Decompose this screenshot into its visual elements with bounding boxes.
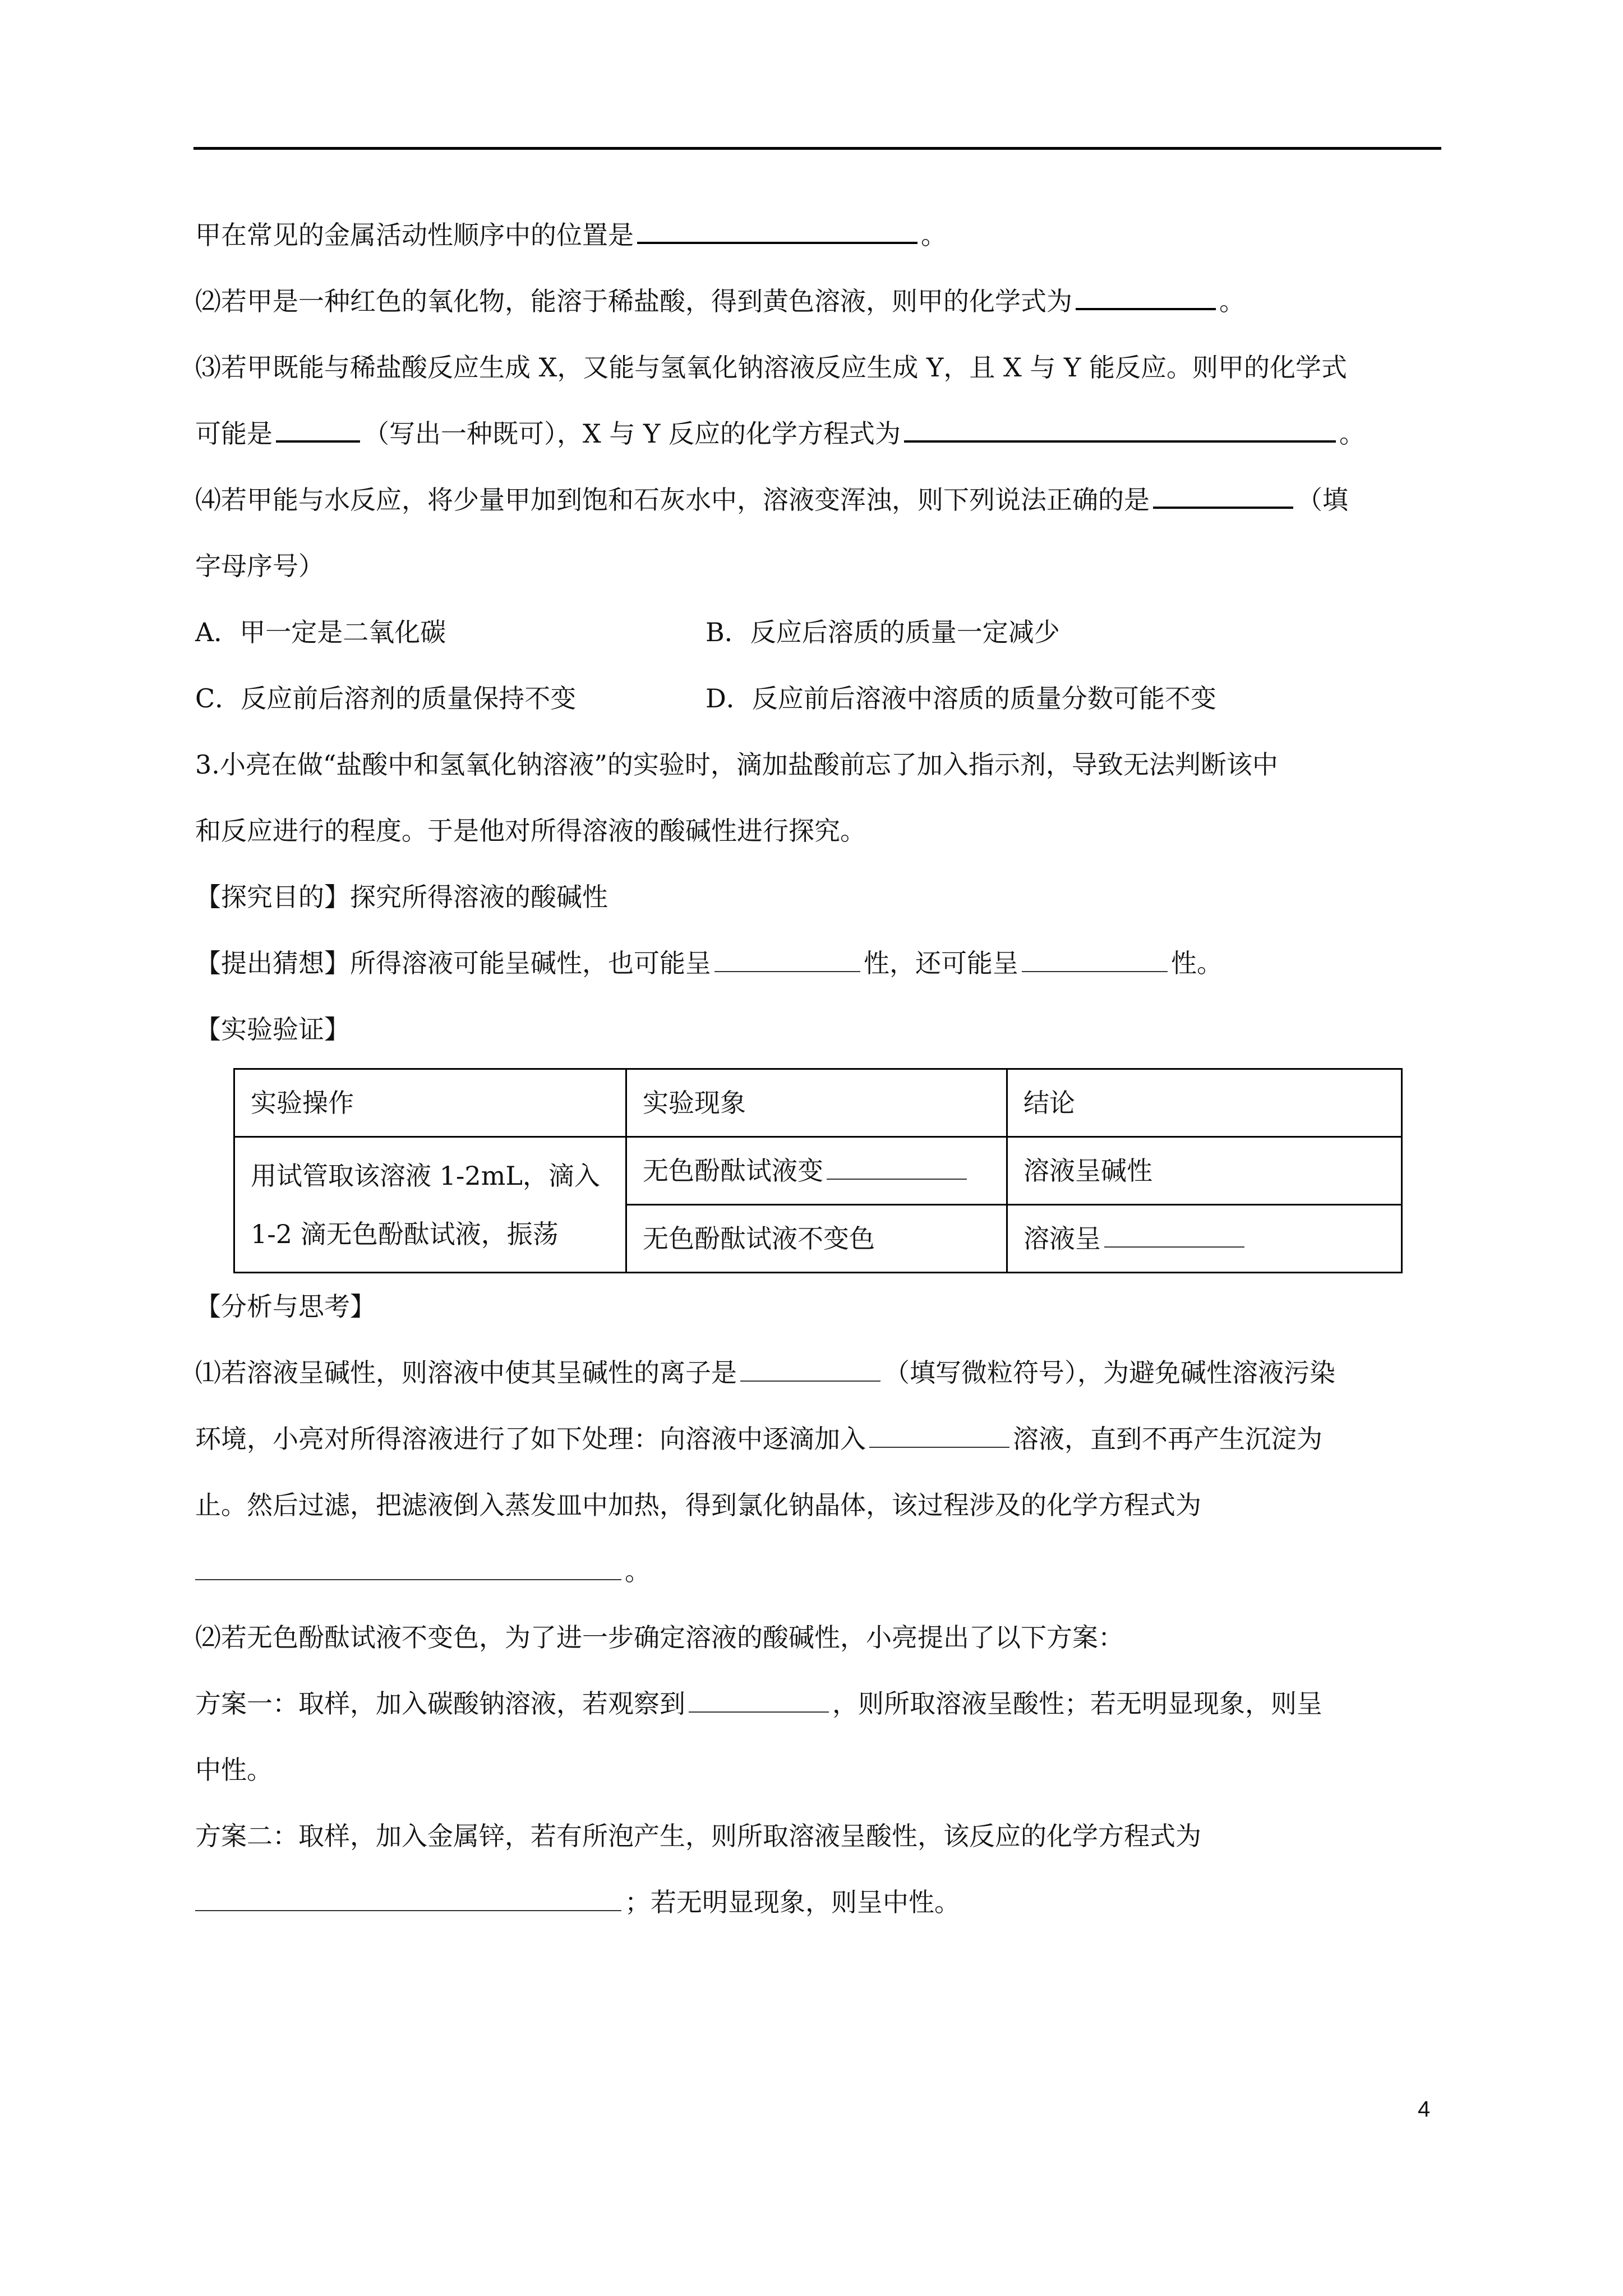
a1-line1-end: （填写微粒符号），为避免碱性溶液污染	[884, 1358, 1335, 1388]
operation-line-2: 1-2 滴无色酚酞试液，振荡	[251, 1218, 559, 1249]
conclusion-2-text: 溶液呈	[1023, 1223, 1101, 1254]
a1-line2-start: 环境，小亮对所得溶液进行了如下处理：向溶液中逐滴加入	[195, 1424, 866, 1454]
option-c: C．反应前后溶剂的质量保持不变	[195, 683, 577, 714]
plan1-cont: 中性。	[195, 1755, 273, 1785]
q2-end: 。	[1219, 286, 1245, 316]
option-d: D．反应前后溶液中溶质的质量分数可能不变	[706, 683, 1216, 714]
cell-phenomenon-1	[626, 1137, 1007, 1205]
cell-conclusion-2	[1007, 1205, 1402, 1273]
q2-text: ⑵若甲是一种红色的氧化物，能溶于稀盐酸，得到黄色溶液，则甲的化学式为	[195, 286, 1072, 316]
plan2-line1	[195, 1803, 1441, 1869]
plan1-line1	[195, 1671, 1441, 1737]
a1-line3-text: 止。然后过滤，把滤液倒入蒸发皿中加热，得到氯化钠晶体，该过程涉及的化学方程式为	[195, 1490, 1201, 1520]
q4-options-cd	[195, 665, 1441, 731]
q3-equation-blank[interactable]	[904, 415, 1336, 443]
header-rule	[193, 147, 1441, 150]
header-operation: 实验操作	[234, 1069, 626, 1137]
q3-end: 。	[1339, 418, 1365, 449]
q3-line2-mid: （写出一种既可），X 与 Y 反应的化学方程式为	[363, 418, 901, 449]
cell-phenomenon-2: 无色酚酞试液不变色	[626, 1205, 1007, 1273]
q1-answer-blank[interactable]	[637, 216, 917, 244]
q4-line2	[195, 533, 1441, 599]
plan2-text: 方案二：取样，加入金属锌，若有所泡产生，则所取溶液呈酸性，该反应的化学方程式为	[195, 1821, 1201, 1851]
a1-line4	[195, 1538, 1441, 1604]
plan1-observation-blank[interactable]	[689, 1686, 829, 1713]
cell-operation	[234, 1137, 626, 1273]
q3-formula-blank[interactable]	[276, 415, 360, 443]
hypothesis-mid: 性，还可能呈	[864, 948, 1018, 978]
hypothesis-line	[195, 930, 1441, 996]
conclusion-2-blank[interactable]	[1104, 1221, 1244, 1248]
phenomenon-1-text: 无色酚酞试液变	[643, 1156, 823, 1186]
a1-line2-end: 溶液，直到不再产生沉淀为	[1013, 1424, 1322, 1454]
q3-line2-start: 可能是	[195, 418, 273, 449]
operation-line-1: 用试管取该溶液 1-2mL，滴入	[251, 1160, 600, 1191]
plan1-end: ，则所取溶液呈酸性；若无明显现象，则呈	[832, 1688, 1322, 1719]
option-b: B．反应后溶质的质量一定减少	[706, 617, 1060, 647]
equation-blank-1[interactable]	[195, 1553, 621, 1580]
p3-intro-cont: 和反应进行的程度。于是他对所得溶液的酸碱性进行探究。	[195, 816, 866, 846]
header-phenomenon: 实验现象	[626, 1069, 1007, 1137]
phenomenon-1-blank[interactable]	[827, 1153, 967, 1180]
table-header-row	[234, 1069, 1402, 1137]
q4-options-ab	[195, 599, 1441, 665]
verify-title-line	[195, 996, 1441, 1062]
equation-blank-2[interactable]	[195, 1884, 621, 1911]
q2-answer-blank[interactable]	[1076, 282, 1216, 310]
option-a: A．甲一定是二氧化碳	[195, 617, 446, 647]
analysis-title: 【分析与思考】	[195, 1291, 376, 1322]
document-body	[195, 202, 1441, 1935]
purpose-text: 【探究目的】探究所得溶液的酸碱性	[195, 882, 608, 912]
q4-answer-blank[interactable]	[1153, 481, 1293, 509]
verify-title: 【实验验证】	[195, 1014, 350, 1045]
hypothesis-end: 性。	[1171, 948, 1223, 978]
q1-text: 甲在常见的金属活动性顺序中的位置是	[195, 220, 634, 250]
experiment-table-wrap	[233, 1068, 1441, 1273]
solution-blank[interactable]	[869, 1421, 1009, 1448]
q3-line2	[195, 401, 1441, 467]
q1-end: 。	[921, 220, 947, 250]
ion-blank[interactable]	[740, 1355, 880, 1382]
q4-line1-end: （填	[1297, 485, 1348, 515]
a1-line4-end: 。	[625, 1556, 651, 1586]
page-number: 4	[1418, 2097, 1431, 2122]
header-conclusion: 结论	[1007, 1069, 1402, 1137]
hypothesis-start: 【提出猜想】所得溶液可能呈碱性，也可能呈	[195, 948, 711, 978]
cell-conclusion-1: 溶液呈碱性	[1007, 1137, 1402, 1205]
a1-line1-start: ⑴若溶液呈碱性，则溶液中使其呈碱性的离子是	[195, 1358, 737, 1388]
experiment-table	[233, 1068, 1403, 1273]
analysis-title-line	[195, 1273, 1441, 1340]
q2	[195, 268, 1441, 334]
q4-text-cont: 字母序号）	[195, 551, 324, 581]
plan1-start: 方案一：取样，加入碳酸钠溶液，若观察到	[195, 1688, 685, 1719]
purpose-line	[195, 864, 1441, 930]
plan2-end: ；若无明显现象，则呈中性。	[625, 1887, 960, 1917]
a2-text: ⑵若无色酚酞试液不变色，为了进一步确定溶液的酸碱性，小亮提出了以下方案：	[195, 1622, 1124, 1653]
hypothesis-blank-1[interactable]	[714, 945, 860, 972]
hypothesis-blank-2[interactable]	[1022, 945, 1168, 972]
p3-line2	[195, 798, 1441, 864]
q3-line1	[195, 334, 1441, 401]
plan1-line2	[195, 1737, 1441, 1803]
a1-line3	[195, 1472, 1441, 1538]
table-row	[234, 1137, 1402, 1205]
q4-text: ⑷若甲能与水反应，将少量甲加到饱和石灰水中，溶液变浑浊，则下列说法正确的是	[195, 485, 1150, 515]
q4-line1	[195, 467, 1441, 533]
p3-line1	[195, 731, 1441, 798]
a1-line2	[195, 1406, 1441, 1472]
p3-intro: 3.小亮在做“盐酸中和氢氧化钠溶液”的实验时，滴加盐酸前忘了加入指示剂，导致无法判断该中	[195, 749, 1278, 780]
q3-text: ⑶若甲既能与稀盐酸反应生成 X，又能与氢氧化钠溶液反应生成 Y，且 X 与 Y 能反应。则甲的化学式	[195, 352, 1347, 383]
plan2-line2	[195, 1869, 1441, 1935]
q1-continuation	[195, 202, 1441, 268]
a2-line1	[195, 1604, 1441, 1671]
a1-line1	[195, 1340, 1441, 1406]
